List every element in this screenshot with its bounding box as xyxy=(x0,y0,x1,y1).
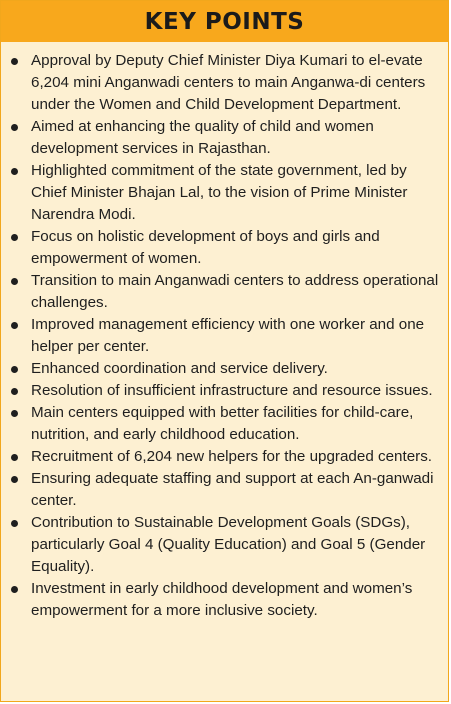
list-item xyxy=(11,358,440,380)
bullet-icon xyxy=(11,388,18,395)
bullet-icon xyxy=(11,586,18,593)
bullet-icon xyxy=(11,278,18,285)
list-item xyxy=(11,270,440,314)
list-item xyxy=(11,226,440,270)
list-item xyxy=(11,402,440,446)
point-text: Approval by Deputy Chief Minister Diya Kumari to el-evate 6,204 mini Anganwadi centers to main Anganwa-di centers under the Women and Child Development Department. xyxy=(31,52,426,113)
key-points-header xyxy=(1,1,448,42)
list-item xyxy=(11,468,440,512)
bullet-icon xyxy=(11,58,18,65)
point-text: Ensuring adequate staffing and support at each An-ganwadi center. xyxy=(31,470,434,509)
list-item xyxy=(11,446,440,468)
list-item xyxy=(11,50,440,116)
list-item xyxy=(11,512,440,578)
bullet-icon xyxy=(11,168,18,175)
bullet-icon xyxy=(11,322,18,329)
bullet-icon xyxy=(11,366,18,373)
list-item xyxy=(11,116,440,160)
point-text: Main centers equipped with better facilities for child-care, nutrition, and early childhood education. xyxy=(31,404,414,443)
key-points-list xyxy=(1,42,448,622)
point-text: Resolution of insufficient infrastructure and resource issues. xyxy=(31,382,433,399)
point-text: Enhanced coordination and service delivery. xyxy=(31,360,328,377)
point-text: Transition to main Anganwadi centers to address operational challenges. xyxy=(31,272,439,311)
list-item xyxy=(11,380,440,402)
point-text: Highlighted commitment of the state government, led by Chief Minister Bhajan Lal, to the vision of Prime Minister Narendra Modi. xyxy=(31,162,408,223)
point-text: Aimed at enhancing the quality of child and women development services in Rajasthan. xyxy=(31,118,374,157)
list-item xyxy=(11,314,440,358)
bullet-icon xyxy=(11,410,18,417)
bullet-icon xyxy=(11,234,18,241)
point-text: Contribution to Sustainable Development Goals (SDGs), particularly Goal 4 (Quality Education) and Goal 5 (Gender Equality). xyxy=(31,514,426,575)
point-text: Recruitment of 6,204 new helpers for the upgraded centers. xyxy=(31,448,433,465)
bullet-icon xyxy=(11,520,18,527)
list-item xyxy=(11,578,440,622)
point-text: Focus on holistic development of boys and girls and empowerment of women. xyxy=(31,228,380,267)
point-text: Investment in early childhood development and women’s empowerment for a more inclusive society. xyxy=(31,580,413,619)
point-text: Improved management efficiency with one worker and one helper per center. xyxy=(31,316,425,355)
bullet-icon xyxy=(11,476,18,483)
bullet-icon xyxy=(11,124,18,131)
bullet-icon xyxy=(11,454,18,461)
key-points-title: KEY POINTS xyxy=(144,8,305,35)
list-item xyxy=(11,160,440,226)
